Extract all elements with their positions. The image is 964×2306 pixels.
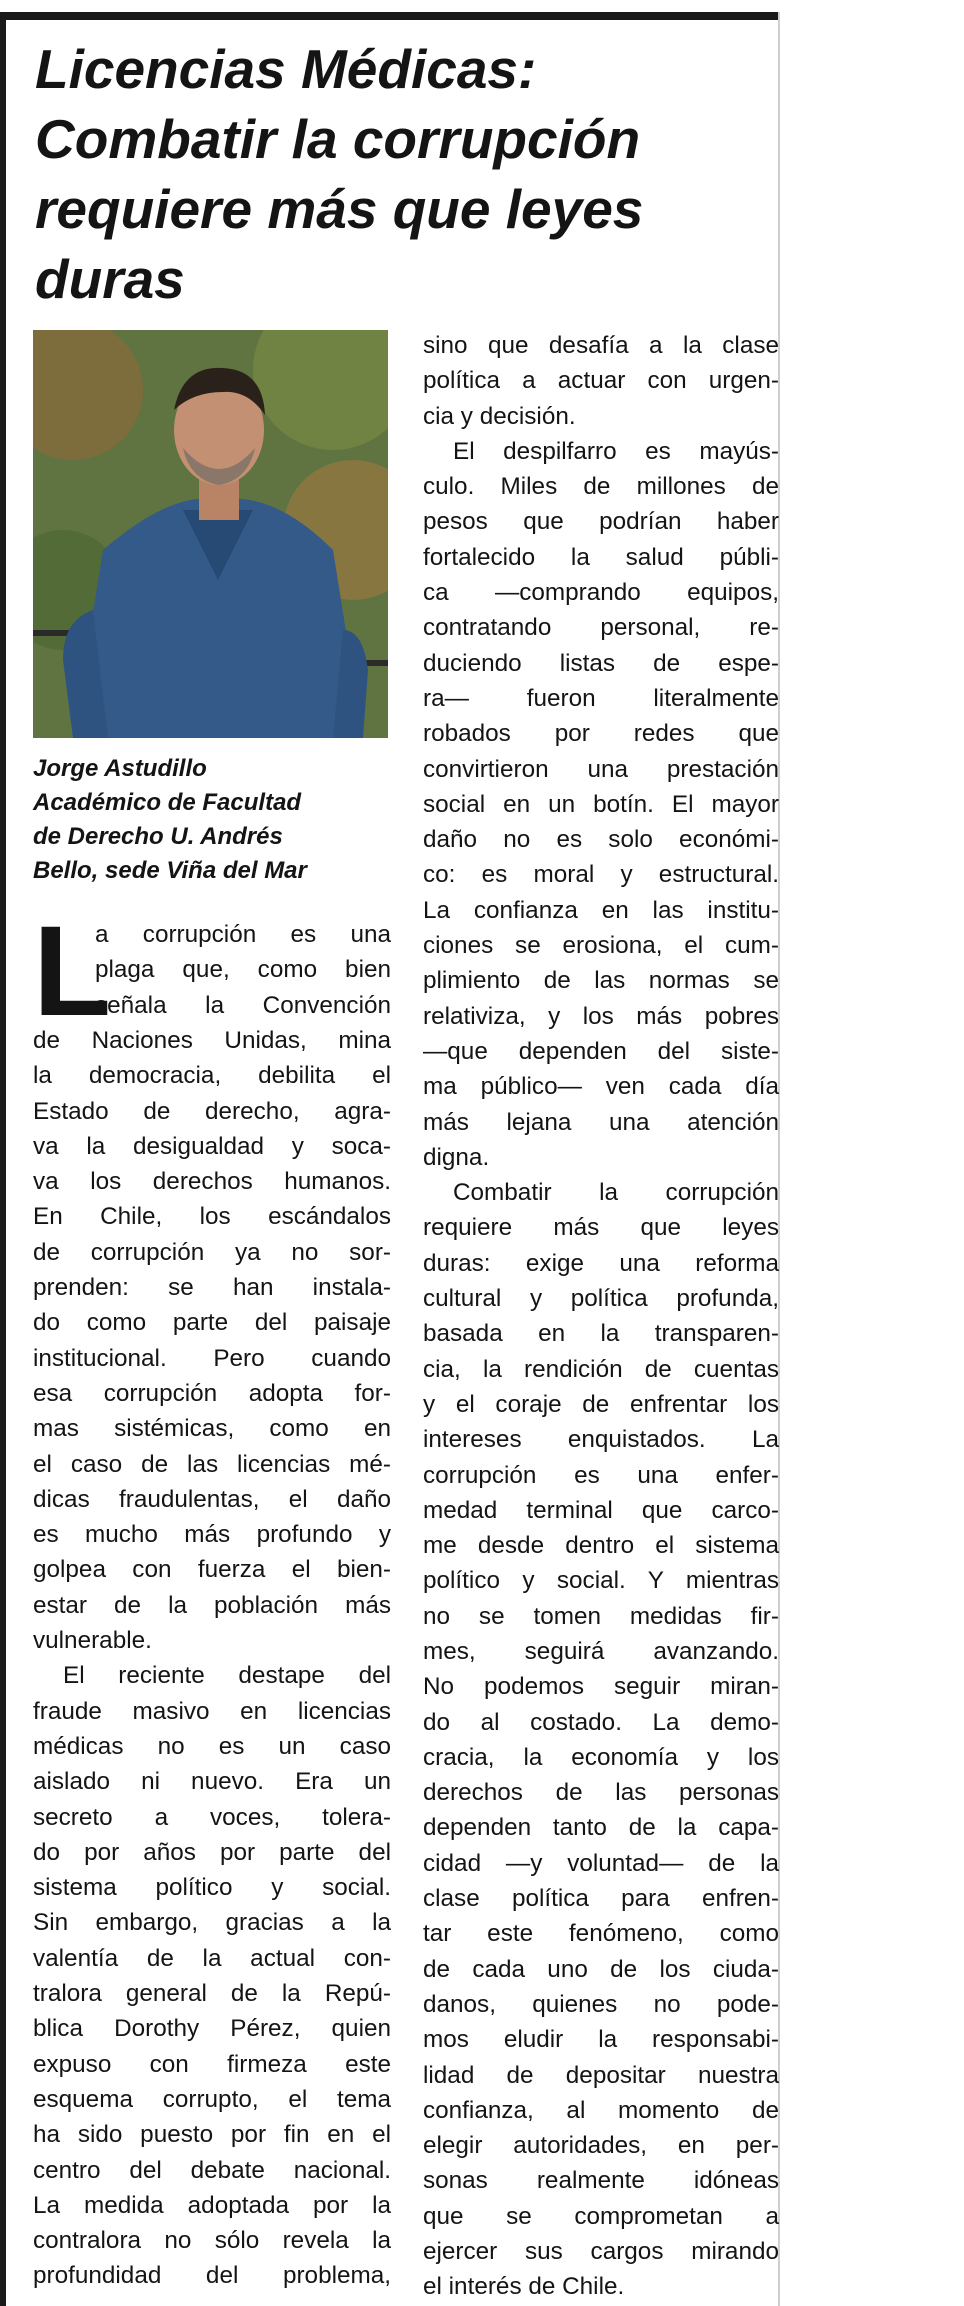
- text-line: de Naciones Unidas, mina: [33, 1027, 391, 1054]
- text-line: tar este fenómeno, como: [423, 1920, 779, 1948]
- text-line: daño no es solo económi-: [423, 826, 779, 854]
- text-line: danos, quienes no pode-: [423, 1990, 779, 2018]
- text-line: tralora general de la Repú-: [33, 1980, 391, 2008]
- text-line: señala la Convención: [95, 991, 391, 1019]
- text-line: secreto a voces, tolera-: [33, 1803, 391, 1831]
- text-line: duras: exige una reforma: [423, 1249, 779, 1277]
- headline: [35, 34, 765, 314]
- text-line: confianza, al momento de: [423, 2096, 779, 2124]
- headline-line: requiere más que leyes: [35, 178, 644, 240]
- text-line: cracia, la economía y los: [423, 1743, 779, 1771]
- author-title: Bello, sede Viña del Mar: [33, 857, 307, 884]
- text-line: cia y decisión.: [423, 402, 576, 430]
- text-line: de corrupción ya no sor-: [33, 1238, 391, 1266]
- text-line: prenden: se han instala-: [33, 1274, 391, 1302]
- text-line: que se comprometan a: [423, 2202, 779, 2230]
- text-line: Combatir la corrupción: [453, 1179, 779, 1207]
- headline-line: Combatir la corrupción: [35, 108, 641, 170]
- text-line: plaga que, como bien: [95, 956, 391, 984]
- text-line: Estado de derecho, agra-: [33, 1097, 391, 1125]
- text-line: aislado ni nuevo. Era un: [33, 1768, 391, 1796]
- text-line: blica Dorothy Pérez, quien: [33, 2015, 391, 2043]
- text-line: cia, la rendición de cuentas: [423, 1355, 779, 1383]
- text-line: intereses enquistados. La: [423, 1426, 779, 1454]
- text-line: profundidad del problema,: [33, 2262, 391, 2290]
- text-line: política a actuar con urgen-: [423, 367, 779, 395]
- text-line: político y social. Y mientras: [423, 1567, 779, 1595]
- text-line: valentía de la actual con-: [33, 1944, 391, 1972]
- text-line: do por años por parte del: [33, 1838, 391, 1866]
- author-title: de Derecho U. Andrés: [33, 823, 283, 850]
- text-line: me desde dentro el sistema: [423, 1532, 779, 1560]
- text-line: va la desigualdad y soca-: [33, 1132, 391, 1160]
- text-line: vulnerable.: [33, 1627, 152, 1655]
- text-line: sino que desafía a la clase: [423, 332, 779, 359]
- top-rule: [0, 12, 780, 20]
- text-line: No podemos seguir miran-: [423, 1673, 779, 1701]
- text-line: duciendo listas de espe-: [423, 649, 779, 677]
- text-line: corrupción es una enfer-: [423, 1461, 779, 1489]
- article-column-right: [423, 328, 779, 2305]
- article-column-left: [33, 1023, 391, 2294]
- text-line: digna.: [423, 1143, 490, 1171]
- text-line: ra— fueron literalmente: [423, 684, 779, 712]
- text-line: contratando personal, re-: [423, 614, 779, 642]
- text-line: contralora no sólo revela la: [33, 2227, 391, 2255]
- text-line: fortalecido la salud públi-: [423, 543, 779, 571]
- text-line: En Chile, los escándalos: [33, 1203, 391, 1231]
- text-line: mes, seguirá avanzando.: [423, 1637, 779, 1665]
- text-line: dependen tanto de la capa-: [423, 1814, 779, 1842]
- text-line: —que dependen del siste-: [423, 1037, 779, 1065]
- text-line: relativiza, y los más pobres: [423, 1002, 779, 1030]
- text-line: co: es moral y estructural.: [423, 861, 779, 889]
- text-line: esquema corrupto, el tema: [33, 2085, 391, 2113]
- author-title: Académico de Facultad: [33, 789, 302, 816]
- text-line: convirtieron una prestación: [423, 755, 779, 783]
- text-line: medad terminal que carco-: [423, 1496, 779, 1524]
- text-line: do como parte del paisaje: [33, 1309, 391, 1337]
- text-line: clase política para enfren-: [423, 1885, 779, 1913]
- headline-line: Licencias Médicas:: [35, 38, 537, 100]
- text-line: estar de la población más: [33, 1591, 391, 1619]
- text-line: expuso con firmeza este: [33, 2050, 391, 2078]
- author-photo: [33, 330, 388, 738]
- text-line: basada en la transparen-: [423, 1320, 779, 1348]
- text-line: sonas realmente idóneas: [423, 2167, 779, 2195]
- drop-cap: L: [33, 900, 112, 1043]
- text-line: lidad de depositar nuestra: [423, 2061, 779, 2089]
- text-line: social en un botín. El mayor: [423, 790, 779, 818]
- text-line: esa corrupción adopta for-: [33, 1379, 391, 1407]
- text-line: ma público— ven cada día: [423, 1073, 779, 1101]
- left-border-rule: [0, 12, 6, 2306]
- text-line: sistema político y social.: [33, 1874, 391, 1902]
- text-line: mas sistémicas, como en: [33, 1415, 391, 1443]
- text-line: fraude masivo en licencias: [33, 1697, 391, 1725]
- text-line: plimiento de las normas se: [423, 967, 779, 995]
- text-line: La confianza en las institu-: [423, 896, 779, 924]
- text-line: mos eludir la responsabi-: [423, 2026, 779, 2054]
- text-line: Sin embargo, gracias a la: [33, 1909, 391, 1937]
- text-line: institucional. Pero cuando: [33, 1344, 391, 1372]
- author-name: Jorge Astudillo: [33, 755, 207, 782]
- text-line: do al costado. La demo-: [423, 1708, 779, 1736]
- headline-line: duras: [35, 248, 185, 310]
- text-line: ejercer sus cargos mirando: [423, 2238, 779, 2266]
- text-line: va los derechos humanos.: [33, 1168, 391, 1196]
- text-line: el caso de las licencias mé-: [33, 1450, 391, 1478]
- text-line: robados por redes que: [423, 720, 779, 748]
- text-line: a corrupción es una: [95, 921, 391, 948]
- text-line: el interés de Chile.: [423, 2273, 625, 2301]
- text-line: golpea con fuerza el bien-: [33, 1556, 391, 1584]
- text-line: cidad —y voluntad— de la: [423, 1849, 779, 1877]
- text-line: dicas fraudulentas, el daño: [33, 1485, 391, 1513]
- text-line: derechos de las personas: [423, 1779, 779, 1807]
- text-line: médicas no es un caso: [33, 1732, 391, 1760]
- text-line: la democracia, debilita el: [33, 1062, 391, 1090]
- text-line: de cada uno de los ciuda-: [423, 1955, 779, 1983]
- text-line: centro del debate nacional.: [33, 2156, 391, 2184]
- text-line: El despilfarro es mayús-: [453, 437, 779, 465]
- text-line: cultural y política profunda,: [423, 1285, 779, 1313]
- text-line: ha sido puesto por fin en el: [33, 2121, 391, 2149]
- text-line: elegir autoridades, en per-: [423, 2132, 779, 2160]
- text-line: requiere más que leyes: [423, 1214, 779, 1242]
- text-line: y el coraje de enfrentar los: [423, 1390, 779, 1418]
- text-line: La medida adoptada por la: [33, 2191, 391, 2219]
- text-line: ca —comprando equipos,: [423, 579, 779, 607]
- text-line: El reciente destape del: [63, 1662, 391, 1690]
- text-line: ciones se erosiona, el cum-: [423, 932, 779, 960]
- author-byline: [33, 752, 393, 888]
- text-line: no se tomen medidas fir-: [423, 1602, 779, 1630]
- text-line: es mucho más profundo y: [33, 1521, 391, 1549]
- text-line: más lejana una atención: [423, 1108, 779, 1136]
- text-line: culo. Miles de millones de: [423, 473, 779, 501]
- text-line: pesos que podrían haber: [423, 508, 779, 536]
